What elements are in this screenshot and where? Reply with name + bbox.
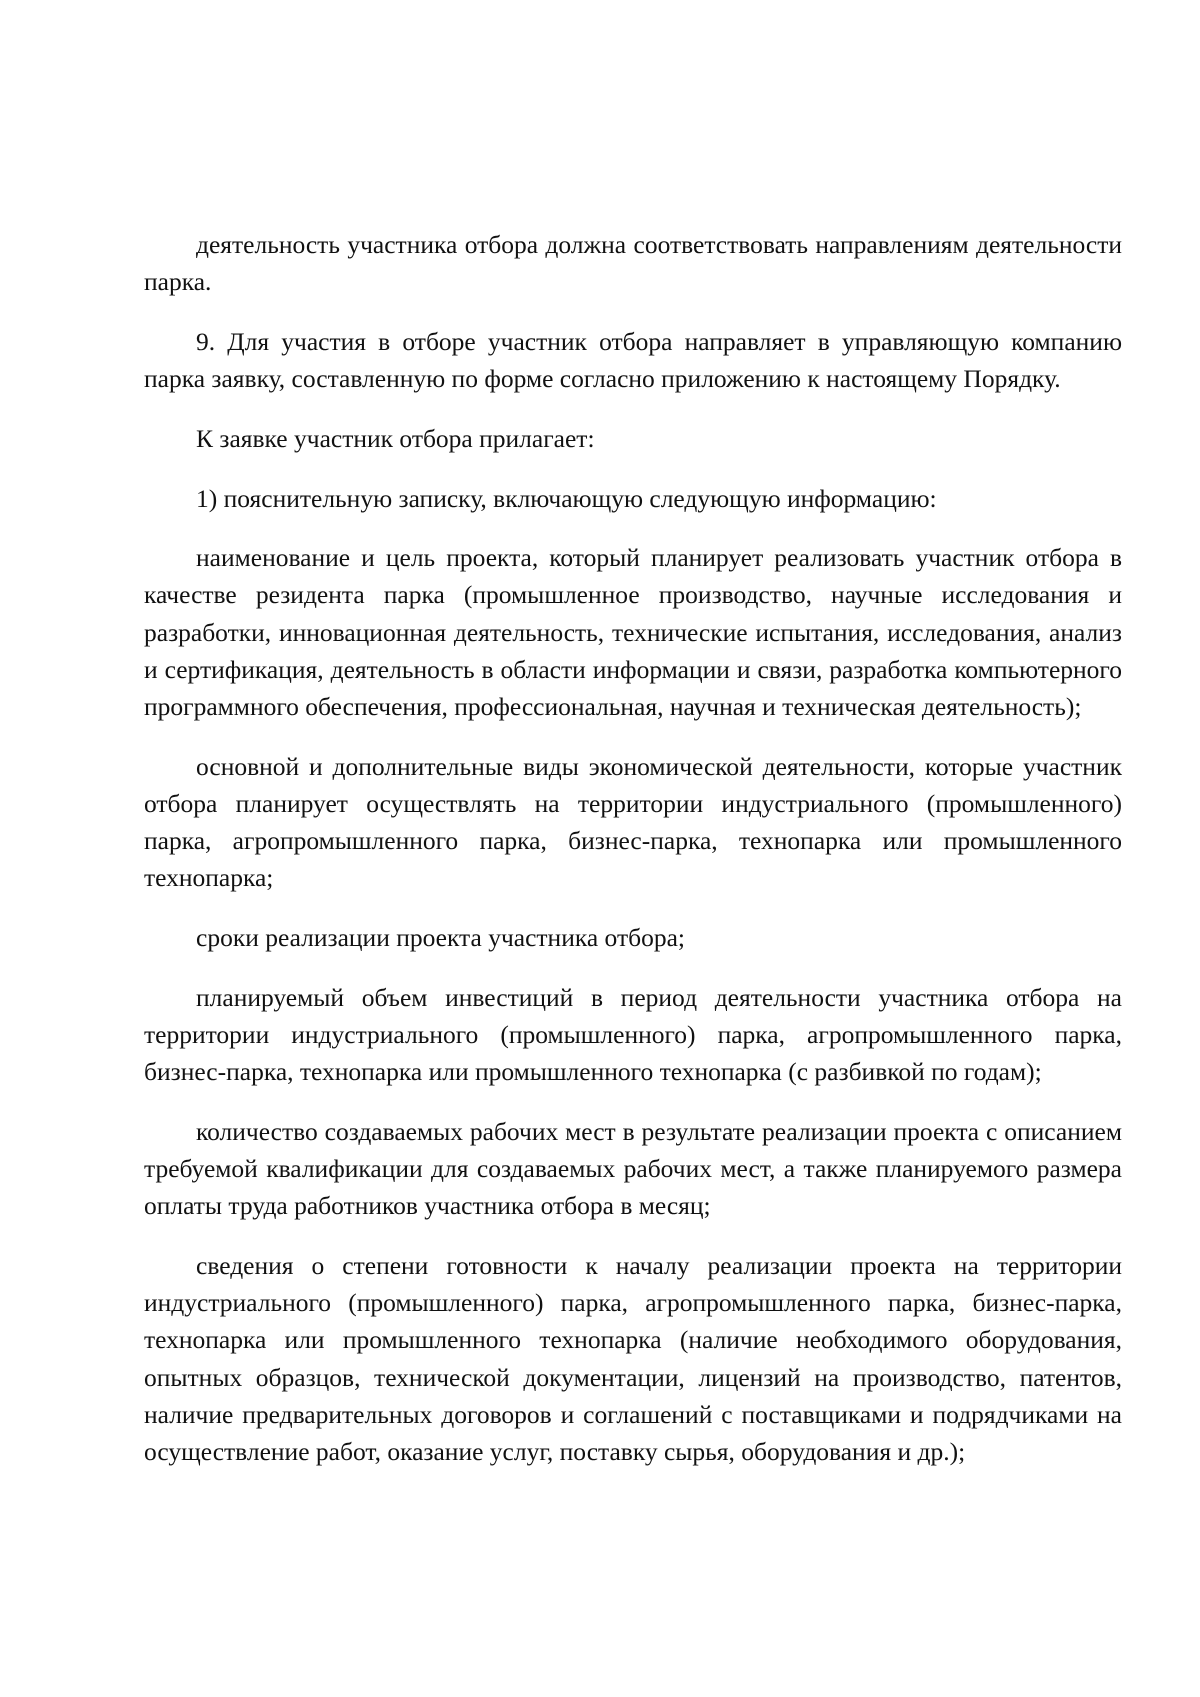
paragraph-continuation: деятельность участника отбора должна соответствовать направлениям деятельности парка. [144, 230, 1122, 297]
paragraph-readiness: сведения о степени готовности к началу реализации проекта на территории индустриального (промышленного) парка, агропромышленного парка, бизнес-парка, технопарка или промышленного технопарка (наличие необходимого оборудования, опытных образцов, технической документации, лицензий на производство, патентов, наличие предварительных договоров и соглашений с поставщиками и подрядчиками на осуществление работ, оказание услуг, поставку сырья, оборудования и др.); [144, 1250, 1122, 1466]
paragraph-investment-volume: планируемый объем инвестиций в период деятельности участника отбора на территории индустриального (промышленного) парка, агропромышленного парка, бизнес-парка, технопарка или промышленного технопарка (с разбивкой по годам); [144, 982, 1122, 1087]
paragraph-attachments-intro: К заявке участник отбора прилагает: [196, 423, 595, 453]
paragraph-project-name: наименование и цель проекта, который планирует реализовать участник отбора в качестве резидента парка (промышленное производство, научные исследования и разработки, инновационная деятельность, технические испытания, исследования, анализ и сертификация, деятельность в области информации и связи, разработка компьютерного программного обеспечения, профессиональная, научная и техническая деятельность); [144, 543, 1122, 722]
paragraph-project-terms: сроки реализации проекта участника отбора; [196, 923, 685, 953]
paragraph-jobs: количество создаваемых рабочих мест в результате реализации проекта с описанием требуемой квалификации для создаваемых рабочих мест, а также планируемого размера оплаты труда работников участника отбора в месяц; [144, 1116, 1122, 1221]
paragraph-subitem-1: 1) пояснительную записку, включающую следующую информацию: [196, 483, 937, 513]
paragraph-activity-types: основной и дополнительные виды экономической деятельности, которые участник отбора планирует осуществлять на территории индустриального (промышленного) парка, агропромышленного парка, бизнес-парка, технопарка или промышленного технопарка; [144, 751, 1122, 893]
document-body [144, 226, 1122, 1493]
paragraph-item-9: 9. Для участия в отборе участник отбора направляет в управляющую компанию парка заявку, составленную по форме согласно приложению к настоящему Порядку. [144, 326, 1122, 394]
